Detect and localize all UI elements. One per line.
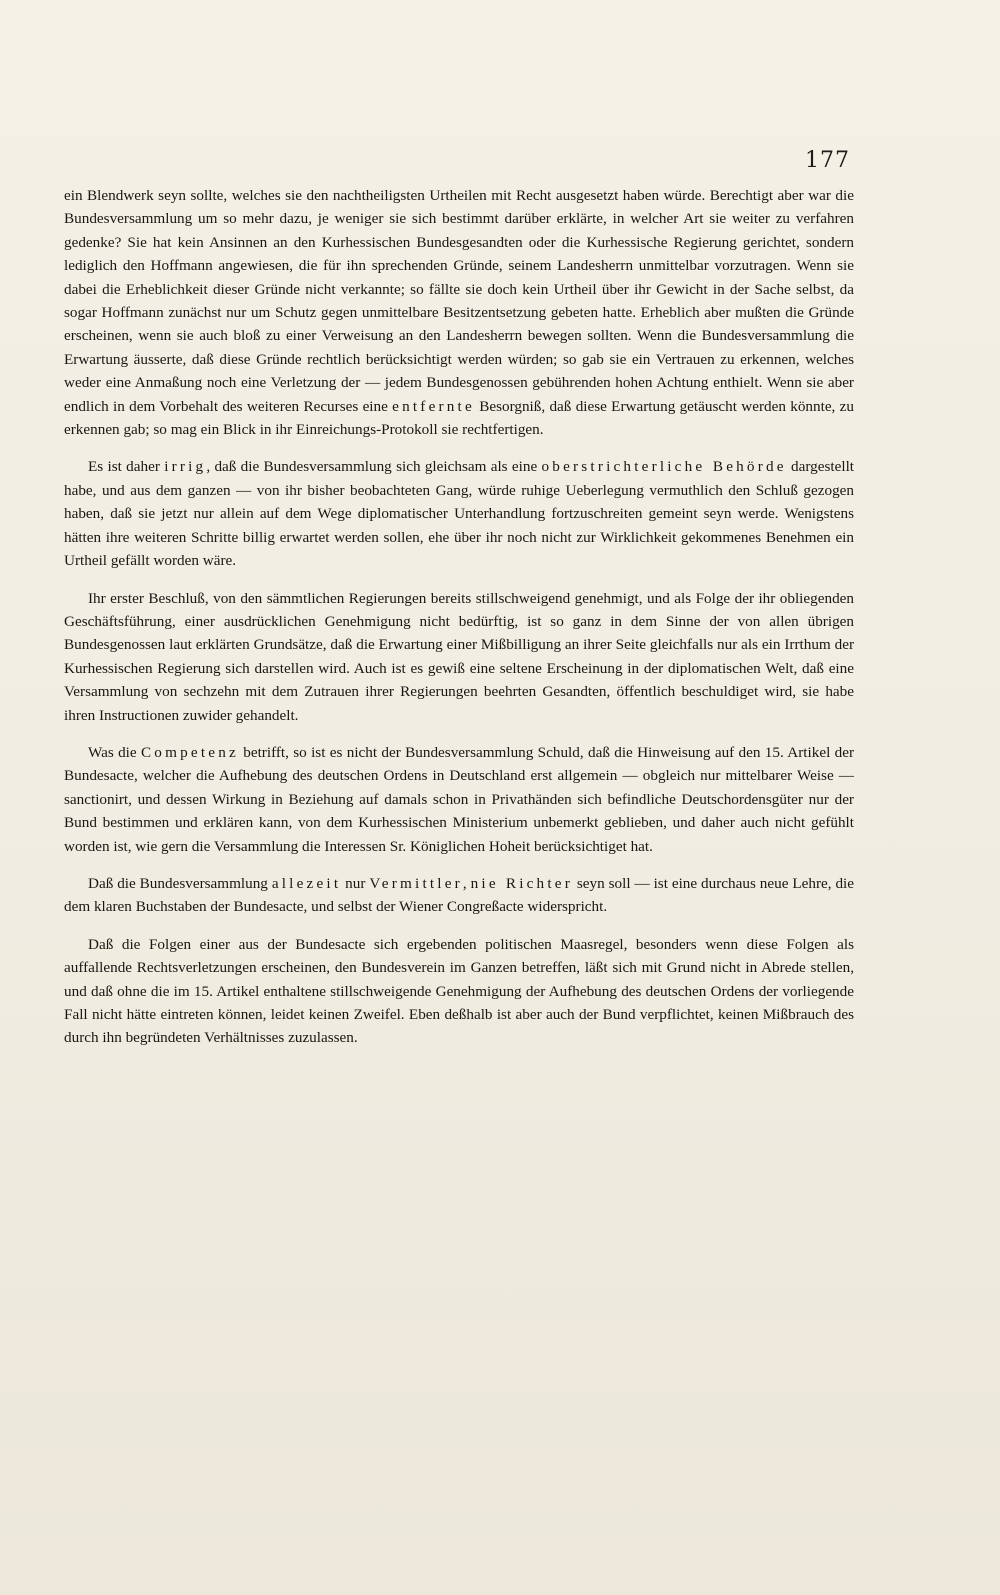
- text-segment: Daß die Folgen einer aus der Bundesacte sich ergebenden politischen Maasregel, besonders wenn diese Folgen als auffallende Rechtsverletzungen erscheinen, den Bundesverein im Ganzen betreffen, läßt sich mit Grund nicht in Abrede stellen, und daß ohne die im 15. Artikel enthaltene stillschweigende Genehmigung der Aufhebung des deutschen Ordens der vorliegende Fall nicht hätte eintreten können, leidet keinen Zweifel. Eben deßhalb ist aber auch der Bund verpflichtet, keinen Mißbrauch des durch ihn begründeten Verhältnisses zuzulassen.: [64, 935, 854, 1047]
- paragraph-3: [64, 587, 854, 727]
- text-segment: nur: [341, 874, 370, 892]
- spaced-emphasis: allezeit: [271, 874, 342, 892]
- text-segment: betrifft, so ist es nicht der Bundesversammlung Schuld, daß die Hinweisung auf den 15. Artikel der Bundesacte, welcher die Aufhebung des deutschen Ordens in Deutschland erst allgemein — obgleich nur mittelbarer Weise — sanctionirt, und dessen Wirkung in Beziehung auf damals schon in Privathänden sich befindliche Deutschordensgüter nur der Bund bestimmen und erklären kann, von dem Kurhessischen Ministerium unbemerkt geblieben, und daher auch nicht gefühlt worden ist, wie gern die Versammlung die Interessen Sr. Königlichen Hoheit berücksichtiget hat.: [64, 743, 854, 855]
- text-segment: dargestellt habe, und aus dem ganzen — von ihr bisher beobachteten Gang, würde ruhige Ueberlegung vermuthlich den Schluß gezogen haben, daß sie jetzt nur allein auf dem Wege diplomatischer Unterhandlung fortzuschreiten gemeint seyn werde. Wenigstens hätten ihre weiteren Schritte billig erwartet werden sollen, ehe über ihr noch nicht zur Wirklichkeit gekommenes Benehmen ein Urtheil gefällt worden wäre.: [64, 458, 855, 570]
- text-segment: , daß die Bundesversammlung sich gleichsam als eine: [206, 458, 542, 476]
- spaced-emphasis: Vermittler: [369, 874, 463, 892]
- text-segment: Besorgniß, daß diese Erwartung getäuscht werden könnte, zu erkennen gab; so mag ein Blick in ihr Einreichungs-Protokoll sie rechtfertigen.: [64, 397, 854, 439]
- text-segment: Was die: [88, 743, 141, 761]
- spaced-emphasis: entfernte: [392, 397, 475, 415]
- spaced-emphasis: Competenz: [140, 743, 239, 761]
- text-segment: Ihr erster Beschluß, von den sämmtlichen Regierungen bereits stillschweigend genehmigt, und als Folge der ihr obliegenden Geschäftsführung, einer ausdrücklichen Genehmigung nicht bedürftig, ist so ganz in dem Sinne der von allen übrigen Bundesgenossen laut erklärten Grundsätze, daß die Erwartung einer Mißbilligung an ihrer Seite gleichfalls nur als ein Irrthum der Kurhessischen Regierung sich darstellen wird. Auch ist es gewiß eine seltene Erscheinung in der diplomatischen Welt, daß eine Versammlung von sechzehn mit dem Zutrauen ihrer Regierungen beehrten Gesandten, öffentlich beschuldiget wird, sie habe ihren Instructionen zuwider gehandelt.: [64, 589, 854, 724]
- body-text: [64, 184, 854, 1064]
- page-number: 177: [805, 148, 850, 173]
- paragraph-5: [64, 872, 854, 919]
- paragraph-2: [64, 455, 854, 572]
- spaced-emphasis: oberstrichterliche Behörde: [541, 458, 787, 476]
- paragraph-4: [64, 741, 854, 858]
- paragraph-6: [64, 933, 854, 1050]
- text-segment: ,: [462, 874, 471, 892]
- spaced-emphasis: irrig: [164, 458, 207, 476]
- paragraph-1: [64, 184, 854, 441]
- text-segment: Daß die Bundesversammlung: [88, 874, 272, 892]
- text-segment: Es ist daher: [88, 458, 165, 476]
- spaced-emphasis: nie Richter: [470, 874, 573, 892]
- text-segment: seyn soll — ist eine durchaus neue Lehre, die dem klaren Buchstaben der Bundesacte, und selbst der Wiener Congreßacte widerspricht.: [64, 874, 855, 916]
- text-segment: ein Blendwerk seyn sollte, welches sie den nachtheiligsten Urtheilen mit Recht ausgesetzt haben würde. Berechtigt aber war die Bundesversammlung um so mehr dazu, je weniger sie sich bestimmt darüber erklärte, in welcher Art sie weiter zu verfahren gedenke? Sie hat kein Ansinnen an den Kurhessischen Bundesgesandten oder die Kurhessische Regierung gerichtet, sondern lediglich den Hoffmann angewiesen, die für ihn sprechenden Gründe, seinem Landesherrn unmittelbar vorzutragen. Wenn sie dabei die Erheblichkeit dieser Gründe nicht verkannte; so fällte sie doch kein Urtheil über ihr Gewicht in der Sache selbst, da sogar Hoffmann zunächst nur um Schutz gegen unmittelbare Besitzentsetzung gebeten hatte. Erheblich aber mußten die Gründe erscheinen, wenn sie auch bloß zu einer Verweisung an den Landesherrn bewegen sollten. Wenn die Bundesversammlung die Erwartung äusserte, daß diese Gründe rechtlich berücksichtigt werden würden; so gab sie ein Vertrauen zu erkennen, welches weder eine Anmaßung noch eine Verletzung der — jedem Bundesgenossen gebührenden hohen Achtung enthielt. Wenn sie aber endlich in dem Vorbehalt des weiteren Recurses eine: [64, 187, 854, 415]
